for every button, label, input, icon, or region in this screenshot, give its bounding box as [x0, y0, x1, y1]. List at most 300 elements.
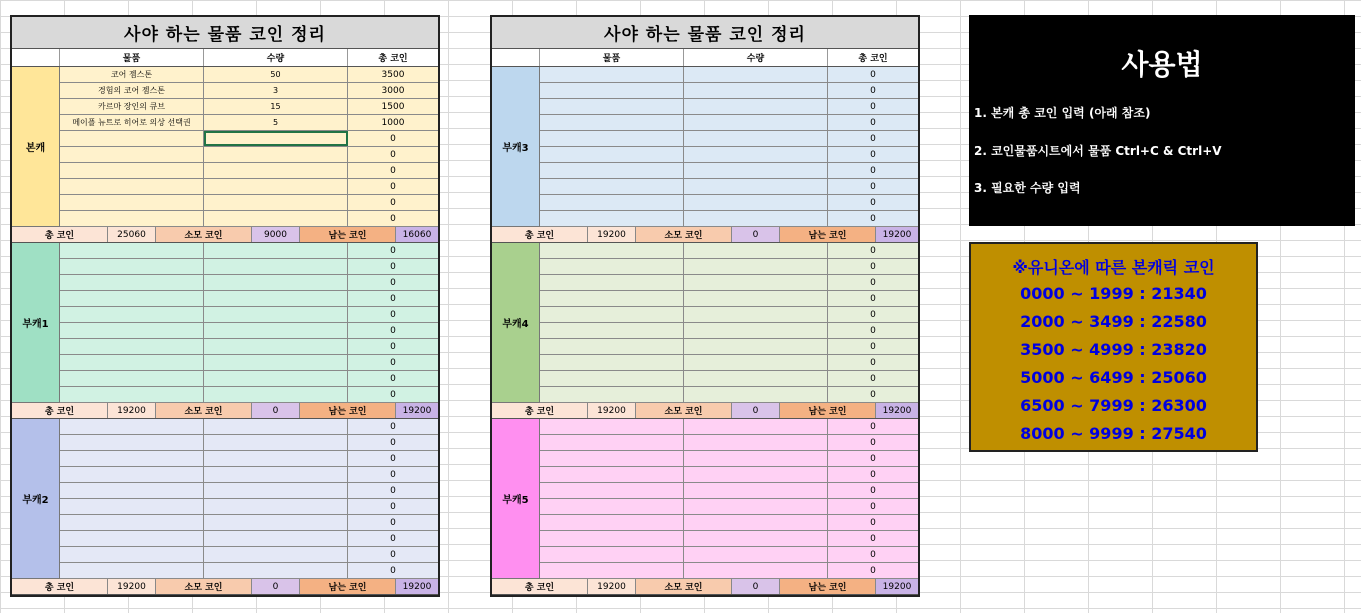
block-rows: [540, 67, 918, 227]
item-cell[interactable]: [60, 419, 204, 434]
union-line: 6500 ~ 7999 : 26300: [1020, 396, 1207, 415]
qty-cell[interactable]: [684, 563, 828, 578]
qty-cell[interactable]: [204, 499, 348, 514]
item-cell[interactable]: [540, 307, 684, 322]
item-cell[interactable]: [60, 163, 204, 178]
qty-cell[interactable]: [684, 467, 828, 482]
block-label: 부캐5: [492, 419, 540, 579]
qty-cell[interactable]: [684, 163, 828, 178]
table-row: [540, 371, 918, 387]
table-row: [60, 483, 438, 499]
summary-total-value[interactable]: 19200: [108, 403, 156, 418]
table-row: [60, 147, 438, 163]
summary-spent-value: 0: [732, 227, 780, 242]
summary-spent-label: 소모 코인: [156, 227, 252, 242]
item-cell[interactable]: [60, 291, 204, 306]
qty-cell[interactable]: [684, 99, 828, 114]
qty-cell[interactable]: [204, 515, 348, 530]
total-cell: 0: [390, 181, 396, 192]
item-cell[interactable]: [540, 451, 684, 466]
sheet-title: 사야 하는 물품 코인 정리: [492, 17, 918, 49]
table-row: [60, 291, 438, 307]
total-cell: 0: [870, 85, 876, 96]
summary-remain-label: 남는 코인: [300, 227, 396, 242]
total-cell: 0: [870, 277, 876, 288]
character-block: [492, 67, 918, 227]
qty-cell[interactable]: [684, 435, 828, 450]
character-block: [12, 67, 438, 227]
block-label: 본캐: [12, 67, 60, 227]
header-blank: [492, 49, 540, 66]
item-cell[interactable]: [540, 323, 684, 338]
total-cell: 0: [390, 261, 396, 272]
item-cell[interactable]: [60, 371, 204, 386]
character-block: [12, 243, 438, 403]
table-row: [540, 355, 918, 371]
item-cell[interactable]: [60, 435, 204, 450]
summary-row: [492, 227, 918, 243]
item-cell[interactable]: [540, 179, 684, 194]
table-row: [540, 83, 918, 99]
table-row: [540, 195, 918, 211]
summary-remain-value: 19200: [396, 579, 438, 594]
total-cell: 0: [390, 325, 396, 336]
qty-cell[interactable]: [684, 147, 828, 162]
qty-cell[interactable]: [204, 419, 348, 434]
item-cell[interactable]: [540, 387, 684, 402]
qty-cell[interactable]: [684, 83, 828, 98]
qty-cell[interactable]: [684, 355, 828, 370]
summary-spent-label: 소모 코인: [636, 227, 732, 242]
qty-cell[interactable]: [684, 67, 828, 82]
usage-step-3: 3. 필요한 수량 입력: [974, 181, 1081, 195]
qty-cell[interactable]: [684, 387, 828, 402]
qty-cell[interactable]: [204, 131, 348, 146]
table-row: [60, 131, 438, 147]
summary-total-value[interactable]: 19200: [108, 579, 156, 594]
item-cell[interactable]: [60, 531, 204, 546]
sheet-right: [490, 15, 920, 597]
qty-cell[interactable]: [204, 387, 348, 402]
summary-total-label: 총 코인: [492, 579, 588, 594]
header-item: 물품: [60, 49, 204, 66]
item-cell[interactable]: [60, 195, 204, 210]
qty-cell[interactable]: [684, 179, 828, 194]
total-cell: 0: [870, 261, 876, 272]
total-cell: 0: [870, 485, 876, 496]
qty-cell[interactable]: [204, 195, 348, 210]
qty-cell[interactable]: [684, 547, 828, 562]
item-cell[interactable]: [60, 387, 204, 402]
qty-cell[interactable]: [684, 259, 828, 274]
table-row: [540, 131, 918, 147]
total-cell: 0: [870, 325, 876, 336]
qty-cell[interactable]: [684, 499, 828, 514]
union-line: 8000 ~ 9999 : 27540: [1020, 424, 1207, 443]
total-cell: 0: [870, 549, 876, 560]
qty-cell[interactable]: [684, 243, 828, 258]
total-cell: 0: [870, 421, 876, 432]
summary-total-value[interactable]: 25060: [108, 227, 156, 242]
item-cell[interactable]: [540, 499, 684, 514]
summary-total-label: 총 코인: [492, 403, 588, 418]
item-cell[interactable]: [540, 291, 684, 306]
total-cell: 3000: [381, 85, 405, 96]
union-title: ※유니온에 따른 본캐릭 코인: [1012, 258, 1215, 277]
table-row: [540, 211, 918, 227]
table-row: [60, 179, 438, 195]
table-row: [540, 291, 918, 307]
summary-remain-value: 19200: [876, 403, 918, 418]
summary-row: [12, 227, 438, 243]
total-cell: 0: [870, 69, 876, 80]
table-row: [60, 419, 438, 435]
qty-cell[interactable]: [204, 531, 348, 546]
table-row: [540, 435, 918, 451]
qty-cell[interactable]: [204, 467, 348, 482]
item-cell[interactable]: [540, 515, 684, 530]
item-cell[interactable]: [540, 243, 684, 258]
total-cell: 0: [390, 469, 396, 480]
total-cell: 0: [870, 149, 876, 160]
item-cell[interactable]: [540, 371, 684, 386]
qty-cell[interactable]: [204, 339, 348, 354]
qty-cell[interactable]: [204, 563, 348, 578]
item-cell[interactable]: [60, 323, 204, 338]
qty-cell[interactable]: [684, 451, 828, 466]
header-item: 물품: [540, 49, 684, 66]
total-cell: 0: [390, 245, 396, 256]
table-row: [540, 99, 918, 115]
table-row: [540, 499, 918, 515]
item-cell[interactable]: [540, 275, 684, 290]
total-cell: 0: [870, 501, 876, 512]
total-cell: 0: [390, 341, 396, 352]
total-cell: 0: [390, 357, 396, 368]
qty-cell[interactable]: [204, 323, 348, 338]
qty-cell[interactable]: [684, 195, 828, 210]
summary-total-value[interactable]: 19200: [588, 227, 636, 242]
qty-cell[interactable]: [684, 275, 828, 290]
item-cell[interactable]: [60, 147, 204, 162]
qty-cell[interactable]: [204, 163, 348, 178]
qty-cell[interactable]: 5: [204, 115, 348, 130]
table-row: [540, 179, 918, 195]
summary-row: [12, 403, 438, 419]
qty-cell[interactable]: [204, 451, 348, 466]
table-row: [60, 531, 438, 547]
qty-cell[interactable]: [684, 211, 828, 226]
usage-panel: [969, 15, 1355, 226]
usage-step-1: 1. 본캐 총 코인 입력 (아래 참조): [974, 106, 1151, 120]
total-cell: 0: [390, 437, 396, 448]
item-cell[interactable]: [540, 355, 684, 370]
table-row: [540, 275, 918, 291]
table-row: [540, 307, 918, 323]
qty-cell[interactable]: [204, 355, 348, 370]
item-cell[interactable]: [540, 147, 684, 162]
total-cell: 0: [870, 309, 876, 320]
total-cell: 0: [870, 389, 876, 400]
item-cell[interactable]: [60, 339, 204, 354]
total-cell: 0: [870, 453, 876, 464]
header-total: 총 코인: [378, 54, 408, 64]
summary-remain-label: 남는 코인: [780, 579, 876, 594]
usage-step-2: 2. 코인물품시트에서 물품 Ctrl+C & Ctrl+V: [974, 144, 1222, 158]
qty-cell[interactable]: [684, 323, 828, 338]
table-row: [60, 115, 438, 131]
summary-spent-label: 소모 코인: [156, 403, 252, 418]
total-cell: 0: [390, 421, 396, 432]
total-cell: 0: [390, 149, 396, 160]
total-cell: 0: [870, 437, 876, 448]
summary-remain-value: 19200: [876, 579, 918, 594]
union-line: 0000 ~ 1999 : 21340: [1020, 284, 1207, 303]
table-row: [60, 499, 438, 515]
total-cell: 0: [870, 565, 876, 576]
summary-remain-value: 19200: [396, 403, 438, 418]
item-cell[interactable]: [540, 483, 684, 498]
item-cell[interactable]: 코어 젬스톤: [60, 67, 204, 82]
summary-total-label: 총 코인: [12, 227, 108, 242]
item-cell[interactable]: [540, 467, 684, 482]
qty-cell[interactable]: [684, 307, 828, 322]
qty-cell[interactable]: [684, 531, 828, 546]
total-cell: 0: [390, 533, 396, 544]
qty-cell[interactable]: [204, 371, 348, 386]
total-cell: 0: [390, 133, 396, 144]
block-label: 부캐4: [492, 243, 540, 403]
total-cell: 0: [390, 165, 396, 176]
table-row: [540, 483, 918, 499]
total-cell: 0: [390, 389, 396, 400]
item-cell[interactable]: [540, 163, 684, 178]
union-line: 5000 ~ 6499 : 25060: [1020, 368, 1207, 387]
total-cell: 0: [390, 453, 396, 464]
table-row: [540, 387, 918, 403]
summary-spent-value: 0: [252, 579, 300, 594]
item-cell[interactable]: [60, 467, 204, 482]
summary-spent-label: 소모 코인: [636, 403, 732, 418]
table-row: [60, 387, 438, 403]
summary-row: [492, 579, 918, 595]
qty-cell[interactable]: 50: [204, 67, 348, 82]
item-cell[interactable]: [60, 355, 204, 370]
block-rows: [60, 67, 438, 227]
summary-spent-label: 소모 코인: [156, 579, 252, 594]
summary-spent-value: 0: [732, 403, 780, 418]
block-rows: [60, 243, 438, 403]
total-cell: 0: [870, 469, 876, 480]
union-line: 2000 ~ 3499 : 22580: [1020, 312, 1207, 331]
block-label: 부캐1: [12, 243, 60, 403]
total-cell: 0: [390, 565, 396, 576]
summary-spent-value: 0: [732, 579, 780, 594]
table-row: [60, 83, 438, 99]
item-cell[interactable]: [60, 131, 204, 146]
table-row: [540, 339, 918, 355]
total-cell: 0: [870, 101, 876, 112]
qty-cell[interactable]: [204, 291, 348, 306]
item-cell[interactable]: [540, 67, 684, 82]
header-total: 총 코인: [858, 54, 888, 64]
item-cell[interactable]: [60, 275, 204, 290]
table-row: [60, 323, 438, 339]
summary-total-value[interactable]: 19200: [588, 403, 636, 418]
qty-cell[interactable]: [204, 275, 348, 290]
qty-cell[interactable]: [204, 307, 348, 322]
table-row: [540, 547, 918, 563]
item-cell[interactable]: [60, 451, 204, 466]
total-cell: 0: [870, 341, 876, 352]
total-cell: 0: [870, 133, 876, 144]
summary-remain-label: 남는 코인: [780, 227, 876, 242]
block-rows: [540, 419, 918, 579]
item-cell[interactable]: [60, 211, 204, 226]
table-row: [60, 563, 438, 579]
sheet-title: 사야 하는 물품 코인 정리: [12, 17, 438, 49]
item-cell[interactable]: [540, 259, 684, 274]
table-row: [60, 515, 438, 531]
table-row: [60, 99, 438, 115]
item-cell[interactable]: 카르마 장인의 큐브: [60, 99, 204, 114]
qty-cell[interactable]: [684, 115, 828, 130]
summary-remain-value: 16060: [396, 227, 438, 242]
total-cell: 0: [870, 197, 876, 208]
summary-total-label: 총 코인: [492, 227, 588, 242]
qty-cell[interactable]: [204, 147, 348, 162]
item-cell[interactable]: [60, 483, 204, 498]
table-row: [60, 547, 438, 563]
qty-cell[interactable]: [684, 419, 828, 434]
item-cell[interactable]: [60, 515, 204, 530]
summary-remain-value: 19200: [876, 227, 918, 242]
item-cell[interactable]: [60, 259, 204, 274]
total-cell: 0: [390, 517, 396, 528]
total-cell: 0: [870, 293, 876, 304]
summary-total-value[interactable]: 19200: [588, 579, 636, 594]
qty-cell[interactable]: [204, 259, 348, 274]
table-row: [540, 451, 918, 467]
header-blank: [12, 49, 60, 66]
item-cell[interactable]: [540, 563, 684, 578]
item-cell[interactable]: 메이플 뉴트로 히어로 의상 선택권: [60, 115, 204, 130]
table-row: [60, 451, 438, 467]
block-label: 부캐2: [12, 419, 60, 579]
table-row: [60, 435, 438, 451]
table-row: [60, 307, 438, 323]
qty-cell[interactable]: [684, 339, 828, 354]
table-row: [540, 419, 918, 435]
item-cell[interactable]: [540, 131, 684, 146]
qty-cell[interactable]: [204, 243, 348, 258]
total-cell: 0: [390, 197, 396, 208]
item-cell[interactable]: [60, 499, 204, 514]
header-qty: 수량: [204, 49, 348, 66]
total-cell: 0: [870, 213, 876, 224]
table-row: [540, 515, 918, 531]
item-cell[interactable]: [540, 339, 684, 354]
total-cell: 0: [870, 165, 876, 176]
summary-total-label: 총 코인: [12, 579, 108, 594]
table-row: [60, 195, 438, 211]
summary-remain-label: 남는 코인: [300, 403, 396, 418]
item-cell[interactable]: [60, 179, 204, 194]
summary-spent-value: 0: [252, 403, 300, 418]
sheet-left: [10, 15, 440, 597]
total-cell: 0: [390, 293, 396, 304]
total-cell: 0: [870, 533, 876, 544]
item-cell[interactable]: [540, 83, 684, 98]
qty-cell[interactable]: [204, 547, 348, 562]
qty-cell[interactable]: 3: [204, 83, 348, 98]
qty-cell[interactable]: [684, 515, 828, 530]
qty-cell[interactable]: [684, 483, 828, 498]
qty-cell[interactable]: [204, 435, 348, 450]
total-cell: 0: [870, 373, 876, 384]
total-cell: 0: [390, 373, 396, 384]
table-row: [60, 243, 438, 259]
summary-spent-label: 소모 코인: [636, 579, 732, 594]
character-block: [492, 419, 918, 579]
table-row: [60, 355, 438, 371]
item-cell[interactable]: [540, 115, 684, 130]
item-cell[interactable]: [60, 243, 204, 258]
total-cell: 0: [870, 245, 876, 256]
item-cell[interactable]: 경험의 코어 젬스톤: [60, 83, 204, 98]
qty-cell[interactable]: [684, 371, 828, 386]
item-cell[interactable]: [540, 211, 684, 226]
qty-cell[interactable]: [204, 211, 348, 226]
table-row: [60, 67, 438, 83]
total-cell: 0: [870, 517, 876, 528]
summary-row: [492, 403, 918, 419]
item-cell[interactable]: [60, 563, 204, 578]
item-cell[interactable]: [540, 99, 684, 114]
qty-cell[interactable]: [204, 179, 348, 194]
table-row: [60, 163, 438, 179]
total-cell: 0: [870, 117, 876, 128]
total-cell: 0: [390, 213, 396, 224]
table-row: [60, 211, 438, 227]
qty-cell[interactable]: 15: [204, 99, 348, 114]
item-cell[interactable]: [60, 307, 204, 322]
qty-cell[interactable]: [204, 483, 348, 498]
total-cell: 3500: [381, 69, 405, 80]
union-line: 3500 ~ 4999 : 23820: [1020, 340, 1207, 359]
item-cell[interactable]: [540, 435, 684, 450]
block-rows: [540, 243, 918, 403]
item-cell[interactable]: [540, 531, 684, 546]
qty-cell[interactable]: [684, 291, 828, 306]
item-cell[interactable]: [540, 195, 684, 210]
total-cell: 0: [390, 549, 396, 560]
table-row: [540, 467, 918, 483]
total-cell: 0: [390, 485, 396, 496]
table-row: [540, 531, 918, 547]
summary-row: [12, 579, 438, 595]
item-cell[interactable]: [540, 419, 684, 434]
item-cell[interactable]: [60, 547, 204, 562]
total-cell: 1000: [381, 117, 405, 128]
total-cell: 0: [870, 357, 876, 368]
summary-remain-label: 남는 코인: [300, 579, 396, 594]
qty-cell[interactable]: [684, 131, 828, 146]
total-cell: 0: [870, 181, 876, 192]
table-row: [60, 467, 438, 483]
table-row: [60, 339, 438, 355]
item-cell[interactable]: [540, 547, 684, 562]
